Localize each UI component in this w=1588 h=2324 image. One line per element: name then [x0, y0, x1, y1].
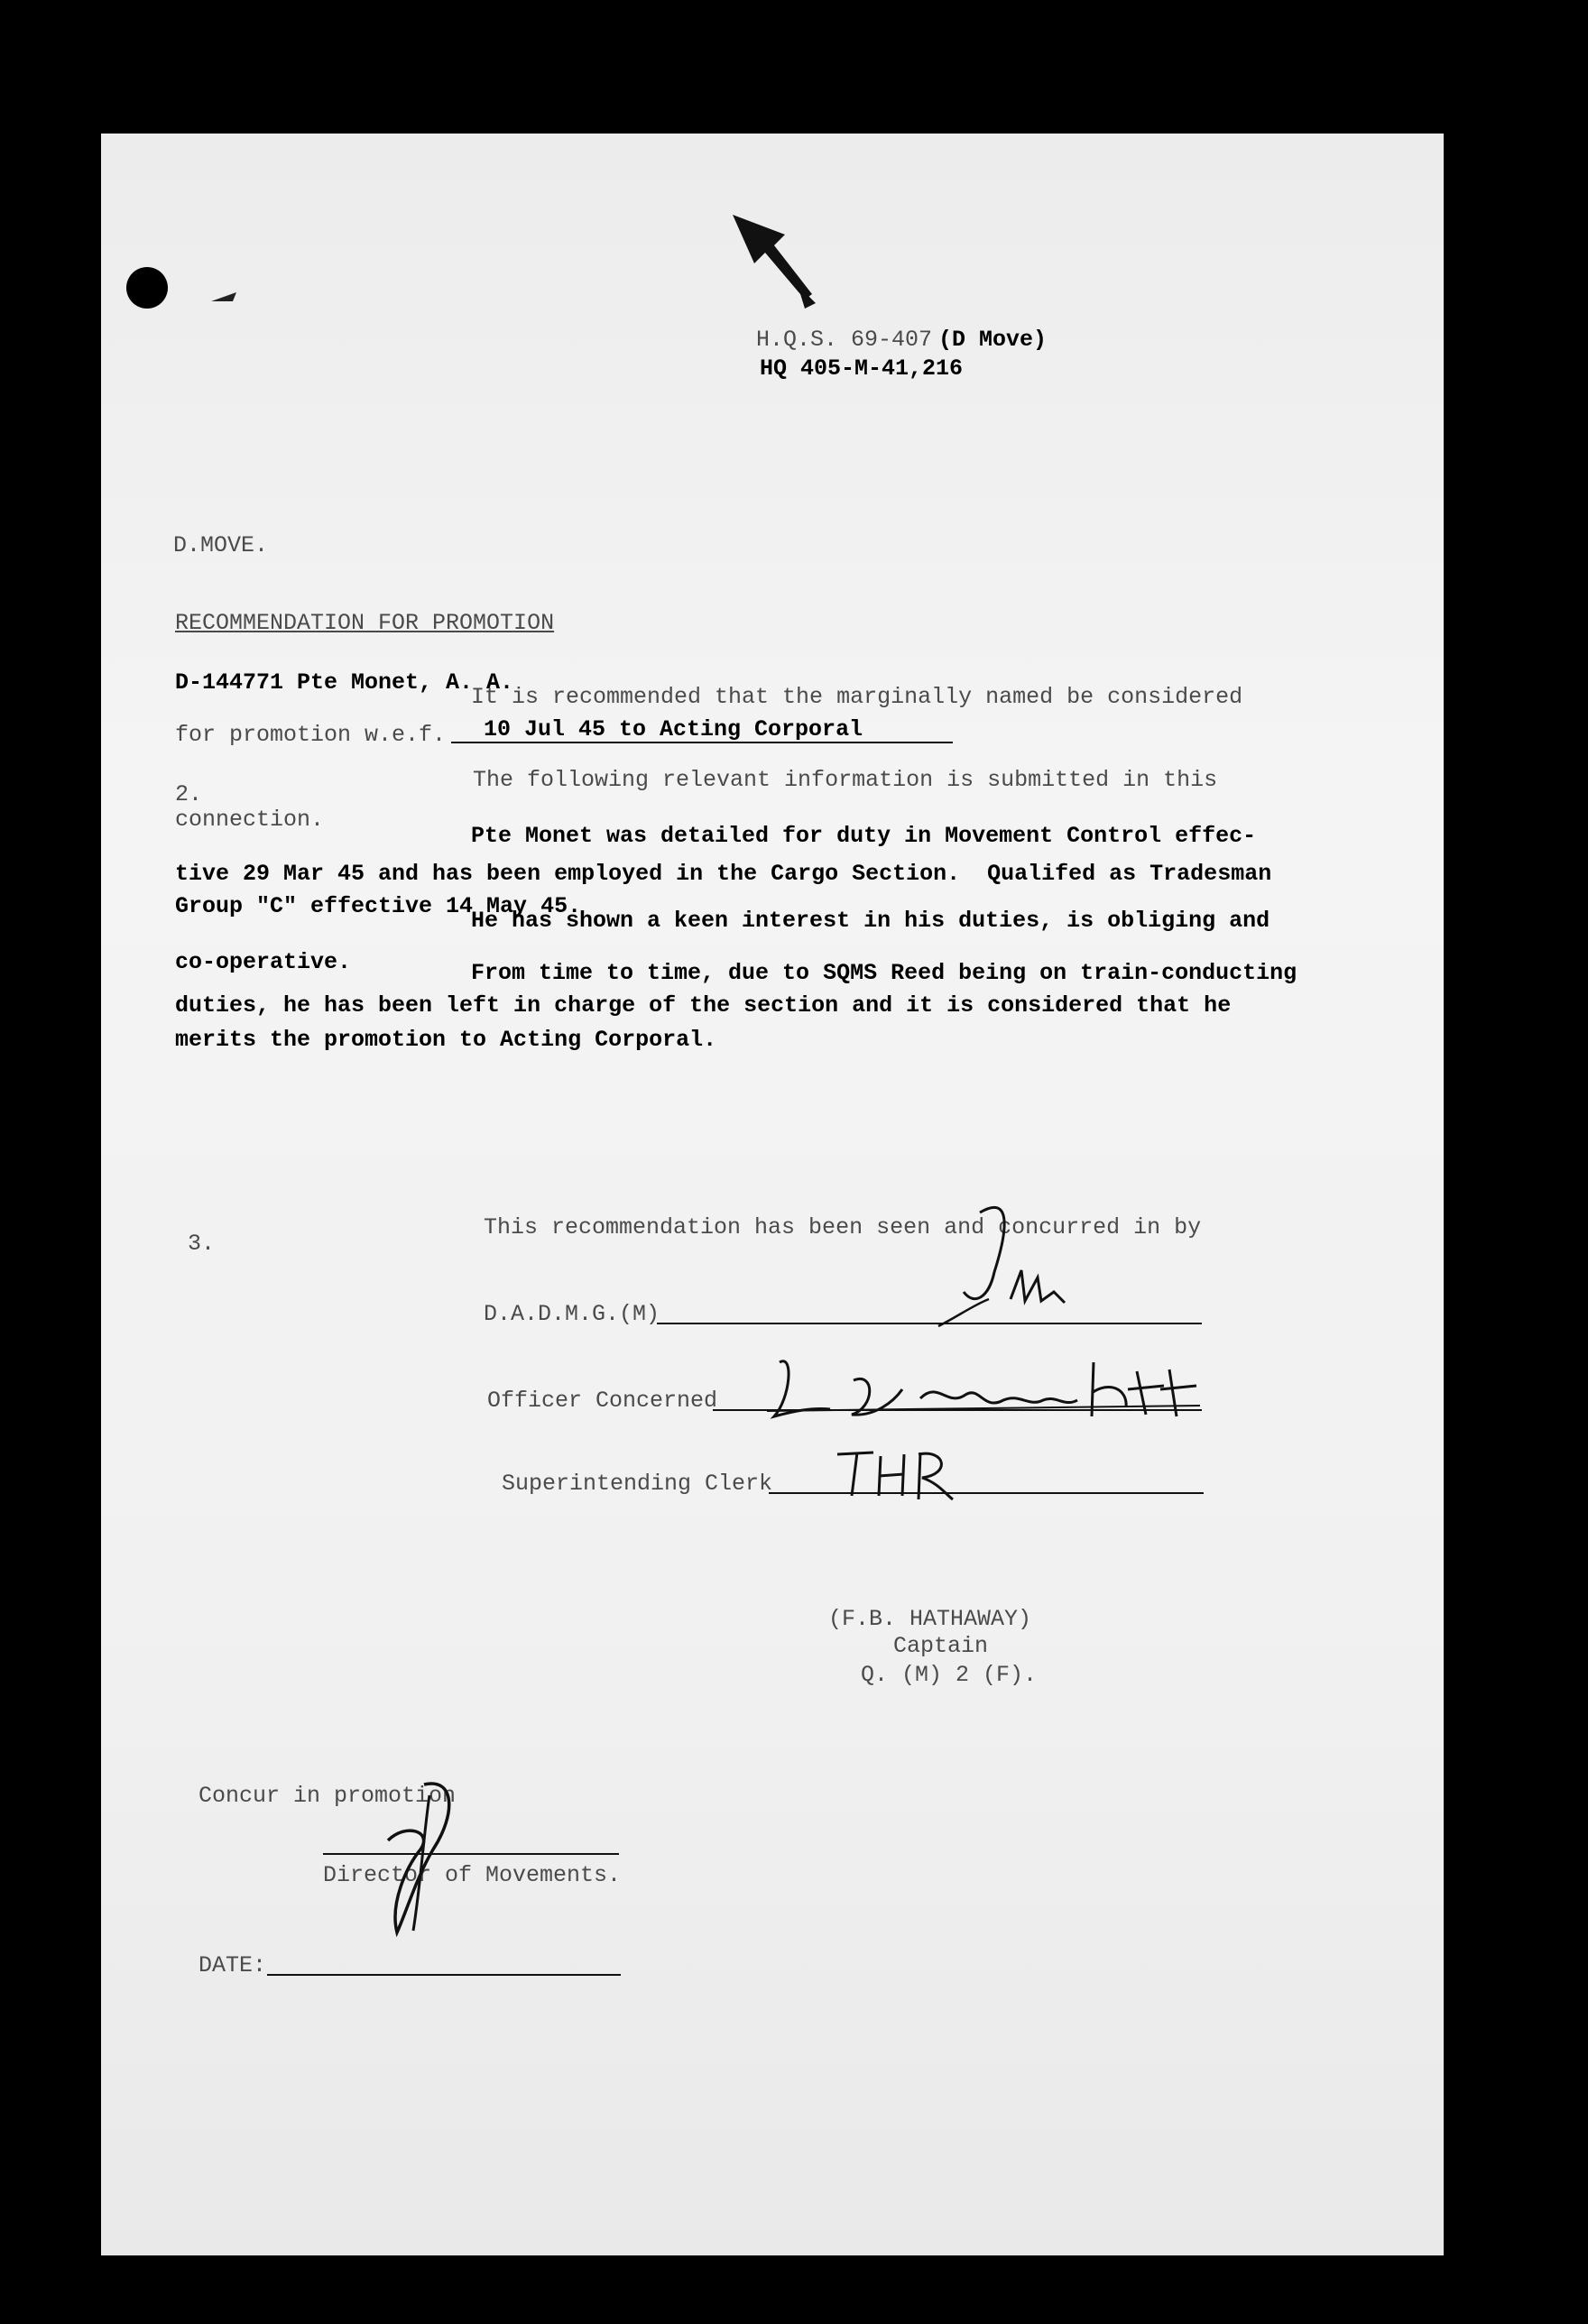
- para2-body-line7: duties, he has been left in charge of the section and it is considered that he: [175, 992, 1232, 1019]
- director-title: Director of Movements.: [323, 1862, 622, 1888]
- para1-line2-fill: 10 Jul 45 to Acting Corporal: [484, 716, 863, 742]
- para2-intro-line1: The following relevant information is submitted in this: [473, 767, 1218, 793]
- concur-text: Concur in promotion: [198, 1783, 457, 1809]
- addressee: D.MOVE.: [173, 532, 269, 558]
- para1-line2-prefix: for promotion w.e.f.: [175, 722, 447, 748]
- para2-body-line2: tive 29 Mar 45 and has been employed in the Cargo Section. Qualifed as Tradesman: [175, 861, 1272, 887]
- marginal-name: D-144771 Pte Monet, A. A.: [175, 669, 514, 696]
- para2-body-line8: merits the promotion to Acting Corporal.: [175, 1027, 717, 1053]
- signer-rank: Captain: [893, 1633, 989, 1659]
- file-ref-hqs: H.Q.S. 69-407: [756, 327, 933, 353]
- officer-label: Officer Concerned: [487, 1388, 718, 1414]
- director-signature: [370, 1777, 469, 1940]
- para2-body-line3: Group "C" effective 14 May 45.: [175, 893, 582, 919]
- clerk-signature: [834, 1443, 969, 1507]
- para3-number: 3.: [188, 1231, 216, 1257]
- date-line: [267, 1974, 621, 1976]
- clerk-label: Superintending Clerk: [502, 1471, 773, 1497]
- date-label: DATE:: [198, 1952, 267, 1978]
- signer-name: (F.B. HATHAWAY): [828, 1606, 1032, 1632]
- dadmg-label: D.A.D.M.G.(M): [484, 1301, 660, 1327]
- para2-number: 2.: [175, 781, 203, 807]
- file-ref-dmove: (D Move): [938, 327, 1048, 353]
- director-signature-line: [323, 1853, 619, 1855]
- ink-speck-icon: [209, 289, 240, 307]
- heading: RECOMMENDATION FOR PROMOTION: [175, 610, 555, 636]
- document-page: [101, 134, 1444, 2255]
- dadmg-signature: [938, 1191, 1155, 1335]
- file-ref-hq: HQ 405-M-41,216: [760, 355, 964, 382]
- officer-signature: [767, 1344, 1209, 1434]
- promotion-fill-line: [451, 742, 953, 743]
- para2-body-line4: He has shown a keen interest in his duties, is obliging and: [471, 908, 1270, 934]
- para2-body-line5: co-operative.: [175, 949, 352, 975]
- para2-intro-line2: connection.: [175, 807, 325, 833]
- arrow-stamp-icon: [722, 208, 830, 316]
- para2-body-line1: Pte Monet was detailed for duty in Movement Control effec-: [471, 823, 1257, 849]
- para3-text: This recommendation has been seen and concurred in by: [484, 1214, 1202, 1240]
- para1-line1: It is recommended that the marginally named be considered: [471, 684, 1243, 710]
- para2-body-line6: From time to time, due to SQMS Reed being on train-conducting: [471, 960, 1297, 986]
- signer-unit: Q. (M) 2 (F).: [861, 1662, 1038, 1688]
- punch-hole: [126, 267, 168, 309]
